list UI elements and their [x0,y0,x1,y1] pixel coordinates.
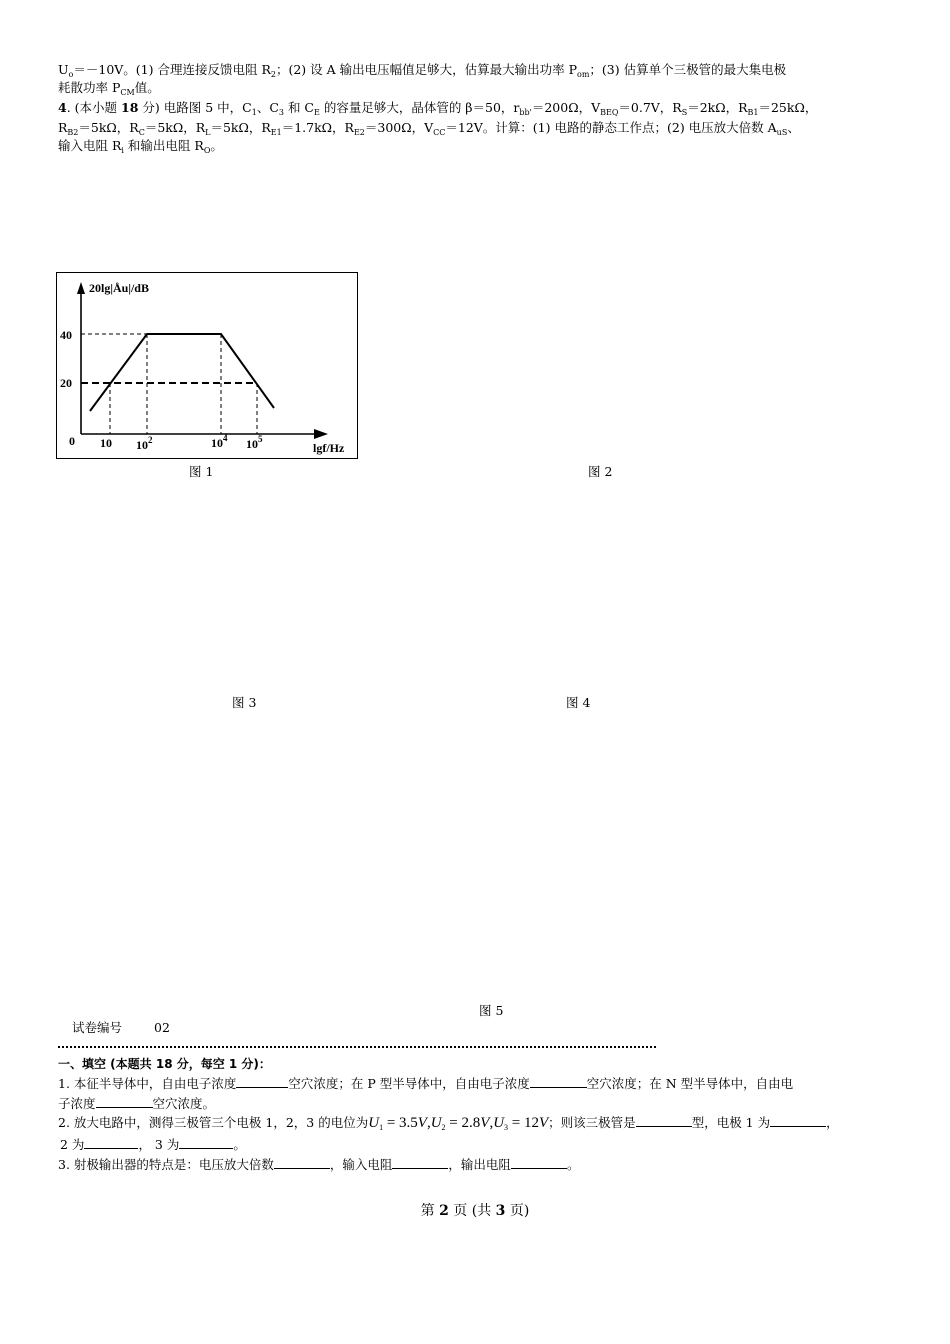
caption-figure-5: 图 5 [479,1003,504,1018]
q4-line3: 输入电阻 $R_i$ 和输出电阻 $R_O$。 [58,138,223,155]
origin-label: 0 [69,434,75,448]
dotted-separator [58,1046,656,1048]
xtick-1e4: $10^4$ [211,433,228,450]
s1-q1-line2: 子浓度 空穴浓度。 [58,1096,216,1111]
ytick-20: 20 [60,376,72,390]
caption-figure-1: 图 1 [189,464,214,479]
xtick-10: 10 [100,436,112,450]
x-axis-label: lgf/Hz [313,441,345,455]
y-axis-label: 20lg|Åu|/dB [89,281,149,295]
s1-q3-line: 3. 射极输出器的特点是：电压放大倍数 ，输入电阻 ，输出电阻 。 [58,1157,580,1172]
caption-figure-2: 图 2 [588,464,613,479]
q4-line2: $R_{B2}=5k\Omega$，$R_C=5k\Omega$，$R_L=5k\Omega$，$R_{E1}=1.7k\Omega$，$R_{E2}=300\Omega$，$V_{CC}=12V$。计算：(1) 电路的静态工作点；(2) 电压放大倍数 $A_{uS}$、 [58,120,800,137]
caption-figure-3: 图 3 [232,695,257,710]
caption-figure-4: 图 4 [566,695,591,710]
q4-line1: 4. (本小题 18 分) 电路图 5 中，$C_1$、$C_3$ 和 $C_E$ 的容量足够大，晶体管的 β＝50，$r_{bb'}=200\Omega$，$V_{BEQ}=0.7V$，$R_S=2k\Omega$，$R_{B1}=25k\Omega$， [58,100,818,117]
figure-1-frame [57,273,358,459]
ytick-40: 40 [60,328,72,342]
s1-q2-line2: 2 为 ， 3 为 。 [60,1137,246,1152]
paper-code-label: 试卷编号 [72,1020,123,1035]
paper-code-value: 02 [154,1020,170,1035]
s1-q2-line1: 2. 放大电路中，测得三极管三个电极 1，2，3 的电位为$U_1 = 3.5V,U_2 = 2.8V,U_3 = 12V$；则该三极管是 型，电极 1 为 ， [58,1115,839,1132]
section-1-heading: 一、填空 (本题共 18 分，每空 1 分)： [58,1057,271,1071]
xtick-1e2: $10^2$ [136,435,153,452]
xtick-1e5: $10^5$ [246,434,263,451]
q3-continuation-line2: 耗散功率 $P_{CM}$值。 [58,80,160,97]
page-footer: 第 2 页 (共 3 页) [420,1203,530,1219]
q3-continuation-line1: $U_o=-10V$。(1) 合理连接反馈电阻 $R_2$；(2) 设 A 输出电压幅值足够大，估算最大输出功率 $P_{om}$；(3) 估算单个三极管的最大集电极 [58,62,787,79]
paper-code [72,1018,170,1038]
s1-q1-line1: 1. 本征半导体中，自由电子浓度 空穴浓度；在 P 型半导体中，自由电子浓度 空穴浓度；在 N 型半导体中，自由电 [58,1076,794,1091]
figure-1-bode-plot [56,272,358,459]
